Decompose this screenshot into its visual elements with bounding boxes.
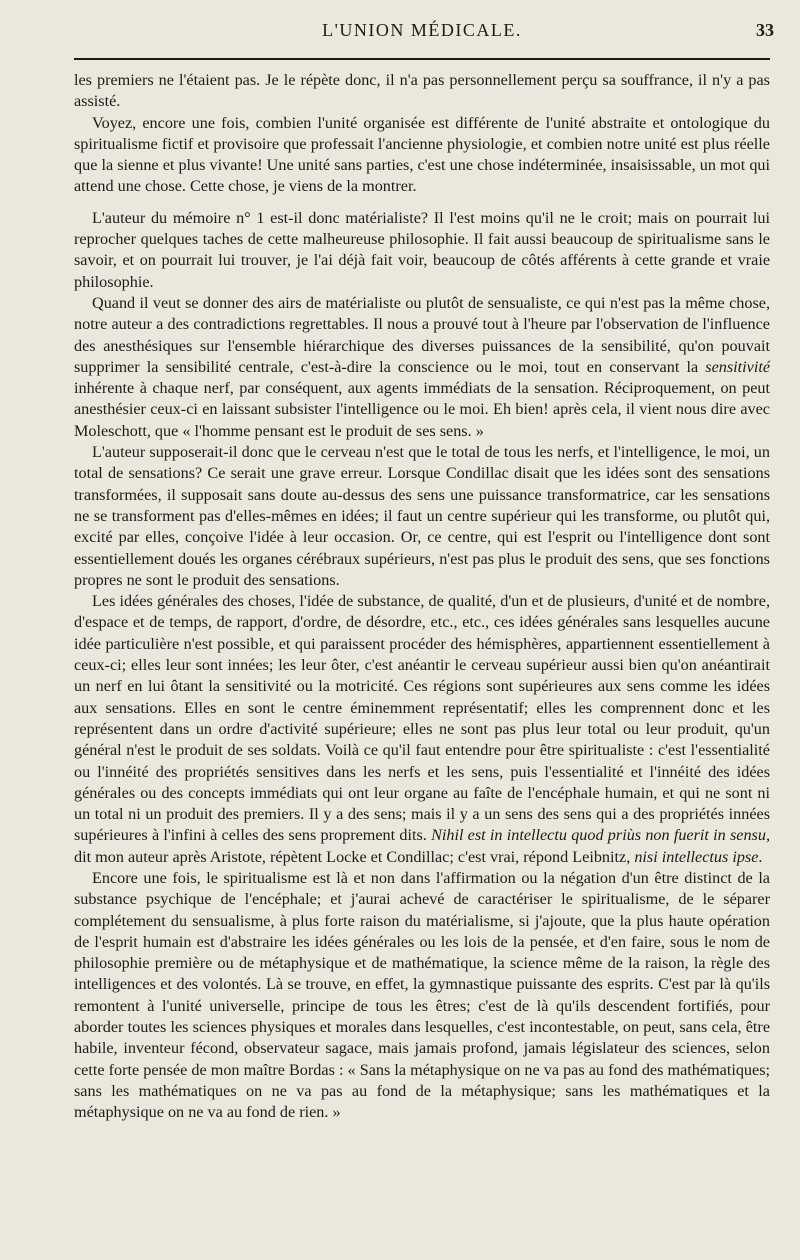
paragraph: les premiers ne l'étaient pas. Je le répète donc, il n'a pas personnellement perçu sa souffrance, il n'y a pas assisté.	[74, 71, 770, 111]
text-run: dit mon auteur après Aristote, répètent Locke et Condillac; c'est vrai, répond Leibnitz,	[74, 847, 635, 866]
page-header	[74, 16, 774, 52]
header-rule	[74, 58, 770, 60]
running-head: L'UNION MÉDICALE.	[322, 20, 522, 40]
paragraph: L'auteur du mémoire n° 1 est-il donc matérialiste? Il l'est moins qu'il ne le croit; mais on pourrait lui reprocher quelques taches de cette malheureuse philosophie. Il fait aussi beaucoup de spiritualisme sans le savoir, et on pourrait lui trouver, je l'ai déjà fait voir, beaucoup de côtés afférents à cette grande et vraie philosophie.	[74, 208, 770, 291]
italic-term: sensitivité	[705, 357, 770, 376]
page-number: 33	[756, 20, 774, 40]
article-body	[74, 70, 770, 1124]
text-run: Quand il veut se donner des airs de matérialiste ou plutôt de sensualiste, ce qui n'est pas la même chose, notre auteur a des contradictions regrettables. Il nous a prouvé tout à l'heure par l'observation de l'influence des anesthésiques sur l'ensemble hiérarchique des diverses puissances de la sensibilité, qu'on pouvait supprimer la sensibilité centrale, c'est-à-dire la conscience ou le moi, tout en conservant la	[74, 293, 770, 376]
paragraph	[74, 591, 770, 868]
paragraph	[74, 293, 770, 442]
text-run: .	[758, 847, 763, 866]
latin-quote: Nihil est in intellectu quod priùs non fuerit in sensu,	[431, 826, 770, 845]
text-run: inhérente à chaque nerf, par conséquent, aux agents immédiats de la sensation. Réciproquement, on peut anesthésier ceux-ci en laissant subsister l'intelligence ou le moi. Eh bien! après cela, il vient nous dire avec Moleschott, que « l'homme pensant est le produit de ses sens. »	[74, 379, 770, 440]
paragraph: Encore une fois, le spiritualisme est là et non dans l'affirmation ou la négation d'un être distinct de la substance psychique de l'encéphale; et j'aurai achevé de caractériser le spiritualisme, de le séparer complétement du sensualisme, à plus forte raison du matérialisme, si j'ajoute, que la plus haute opération de l'esprit humain est d'abstraire les idées générales ou les lois de la pensée, et d'en faire, sous le nom de philosophie première ou de métaphysique et de mathématique, la science même de la raison, la règle des intelligences et des volontés. Là se trouve, en effet, la gymnastique puissante des esprits. C'est par là qu'ils remontent à l'unité universelle, principe de tous les êtres; c'est de là qu'ils descendent fortifiés, pour aborder toutes les sciences physiques et morales dans lesquelles, c'est incontestable, on peut, sans cela, être habile, inventeur fécond, observateur sagace, mais jamais profond, jamais législateur des sciences, selon cette forte pensée de mon maître Bordas : « Sans la métaphysique on ne va pas au fond des mathématiques; sans les mathématiques on ne va pas au fond de la métaphysique; sans les mathématiques et la métaphysique on ne va au fond de rien. »	[74, 868, 770, 1122]
paragraph: L'auteur supposerait-il donc que le cerveau n'est que le total de tous les nerfs, et l'intelligence, le moi, un total de sensations? Ce serait une grave erreur. Lorsque Condillac disait que les idées sont des sensations transformées, il supposait sans doute au-dessus des sens une puissance transformatrice, car les sensations ne se transforment pas d'elles-mêmes en idées; il faut un centre supérieur qui les transforme, ou plutôt qui, excité par elles, conçoive l'idée à leur occasion. Or, ce centre, qui est l'esprit ou l'intelligence dont sont essentiellement doués les organes cérébraux supérieurs, n'est pas plus le produit des sens, que ses fonctions propres ne sont le produit des sensations.	[74, 443, 770, 589]
paragraph: Voyez, encore une fois, combien l'unité organisée est différente de l'unité abstraite et ontologique du spiritualisme fictif et provisoire que professait l'ancienne physiologie, et combien notre unité est plus réelle que la sienne et plus vivante! Une unité sans parties, c'est une chose indéterminée, insaisissable, un mot qui attend une chose. Cette chose, je viens de la montrer.	[74, 113, 770, 196]
latin-quote: nisi intellectus ipse	[634, 847, 759, 866]
text-run: Les idées générales des choses, l'idée de substance, de qualité, d'un et de plusieurs, d'unité et de nombre, d'espace et de temps, de rapport, d'ordre, de désordre, etc., etc., ces idées générales sans lesquelles aucune idée particulière n'est possible, et qui paraissent procéder des hémisphères, appartiennent essentiellement à ceux-ci; elles leur sont innées; les leur ôter, c'est anéantir le cerveau supérieur aussi bien qu'on anéantirait un nerf en lui ôtant la sensitivité ou la motricité. Ces régions sont supérieures aux sens comme les idées aux sensations. Elles en sont le centre éminemment représentatif; elles les comprennent donc et les représentent dans un ordre d'activité supérieure; elles ne sont pas plus leur total ou leur produit, qu'un général n'est le produit de ses soldats. Voilà ce qu'il faut entendre pour être spiritualiste : c'est l'essentialité ou l'innéité des propriétés sensitives dans les nerfs et les sens, puis l'essentialité et l'innéité des idées générales ou des concepts immédiats qui ont leur organe au faîte de l'encéphale humain, et qui ne sont ni un total ni un produit des premiers. Il y a des sens; mais il y a un sens des sens qui a des propriétés innées supérieures à l'infini à celles des sens proprement dits.	[74, 592, 770, 845]
